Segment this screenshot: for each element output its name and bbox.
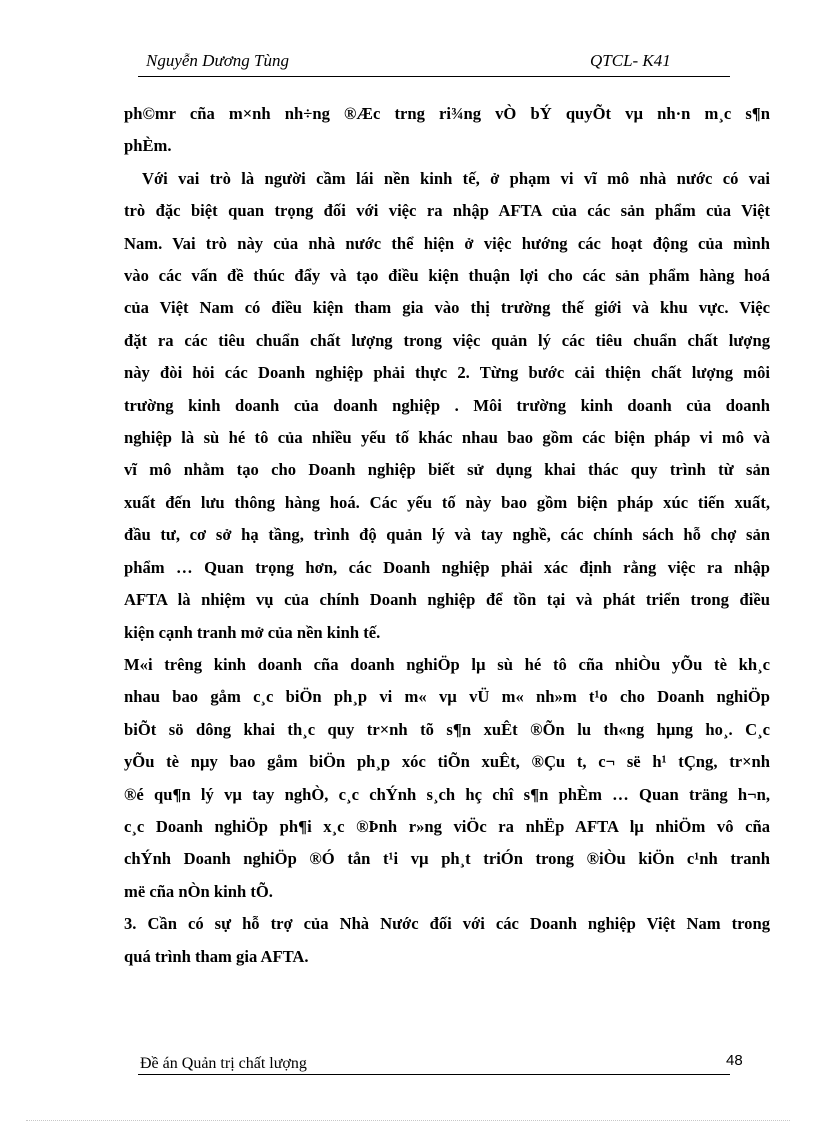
body-line: đặt ra các tiêu chuẩn chất lượng trong việc quản lý các tiêu chuẩn chất lượng xyxy=(124,330,770,350)
body-line: trò đặc biệt quan trọng đối với việc ra nhập AFTA của các sản phẩm của Việt xyxy=(124,201,770,221)
body-line: Nam. Vai trò này của nhà nước thể hiện ở việc hướng các hoạt động của mình xyxy=(124,233,770,253)
body-line: ph©mr cña m×nh nh÷ng ®Æc trng ri¾ng vÒ bÝ quyÕt vµ nh·n m¸c s¶n xyxy=(124,104,770,123)
body-line: yÕu tè nµy bao gåm biÖn ph¸p xóc tiÕn xuÊt, ®Çu t, c¬ së h¹ tÇng, tr×nh xyxy=(124,752,770,772)
body-line: chÝnh Doanh nghiÖp ®Ó tån t¹i vµ ph¸t triÓn trong ®iÒu kiÖn c¹nh tranh xyxy=(124,849,770,869)
body-line: kiện cạnh tranh mở của nền kinh tế. xyxy=(124,622,381,642)
body-line: nhau bao gåm c¸c biÖn ph¸p vi m« vµ vÜ m« nh»m t¹o cho Doanh nghiÖp xyxy=(124,687,770,707)
body-line: của Việt Nam có điều kiện tham gia vào thị trường thế giới và khu vực. Việc xyxy=(124,298,770,318)
body-line: xuất đến lưu thông hàng hoá. Các yếu tố này bao gồm biện pháp xúc tiến xuất, xyxy=(124,492,770,512)
body-line: vào các vấn đề thúc đẩy và tạo điều kiện thuận lợi cho các sản phẩm hàng hoá xyxy=(124,266,770,286)
body-line: vĩ mô nhằm tạo cho Doanh nghiệp biết sử dụng khai thác quy trình từ sản xyxy=(124,460,770,480)
header-code: QTCL- K41 xyxy=(590,51,671,70)
section-heading: 3. Cần có sự hỗ trợ của Nhà Nước đối với các Doanh nghiệp Việt Nam trong xyxy=(124,914,770,934)
page-number: 48 xyxy=(726,1052,743,1069)
body-line: nghiệp là sù hé tô của nhiều yếu tố khác nhau bao gồm các biện pháp vi mô và xyxy=(124,428,770,448)
page-bottom-edge xyxy=(26,1120,790,1121)
body-line: ®é qu¶n lý vµ tay nghÒ, c¸c chÝnh s¸ch hç chî s¶n phÈm … Quan träng h¬n, xyxy=(124,784,770,804)
body-line: më cña nÒn kinh tÕ. xyxy=(124,881,273,901)
page-footer xyxy=(138,1052,743,1075)
body-line: M«i trêng kinh doanh cña doanh nghiÖp lµ sù hé tô cña nhiÒu yÕu tè kh¸c xyxy=(124,654,770,674)
section-heading: quá trình tham gia AFTA. xyxy=(124,946,309,966)
body-line: AFTA là nhiệm vụ của chính Doanh nghiệp để tồn tại và phát triển trong điều xyxy=(124,590,770,610)
body-line: Với vai trò là người cầm lái nền kinh tế, ở phạm vi vĩ mô nhà nước có vai xyxy=(142,168,770,188)
body-line: phẩm … Quan trọng hơn, các Doanh nghiệp phải xác định rằng việc ra nhập xyxy=(124,557,770,577)
body-line: trường kinh doanh của doanh nghiệp . Môi trường kinh doanh của doanh xyxy=(124,395,770,415)
footer-title: Đề án Quản trị chất lượng xyxy=(140,1055,307,1072)
document-body xyxy=(124,98,770,973)
body-line: c¸c Doanh nghiÖp ph¶i x¸c ®Þnh r»ng viÖc ra nhËp AFTA lµ nhiÖm vô cña xyxy=(124,816,770,836)
body-line: phÈm. xyxy=(124,136,172,156)
page-header xyxy=(138,48,730,77)
body-line: đầu tư, cơ sở hạ tầng, trình độ quản lý và tay nghề, các chính sách hỗ chợ sản xyxy=(124,525,770,545)
header-author: Nguyễn Dương Tùng xyxy=(146,51,290,70)
body-line: biÕt sö dông khai th¸c quy tr×nh tõ s¶n xuÊt ®Õn lu th«ng hµng ho¸. C¸c xyxy=(124,719,770,739)
body-line: này đòi hỏi các Doanh nghiệp phải thực 2. Từng bước cải thiện chất lượng môi xyxy=(124,363,770,383)
